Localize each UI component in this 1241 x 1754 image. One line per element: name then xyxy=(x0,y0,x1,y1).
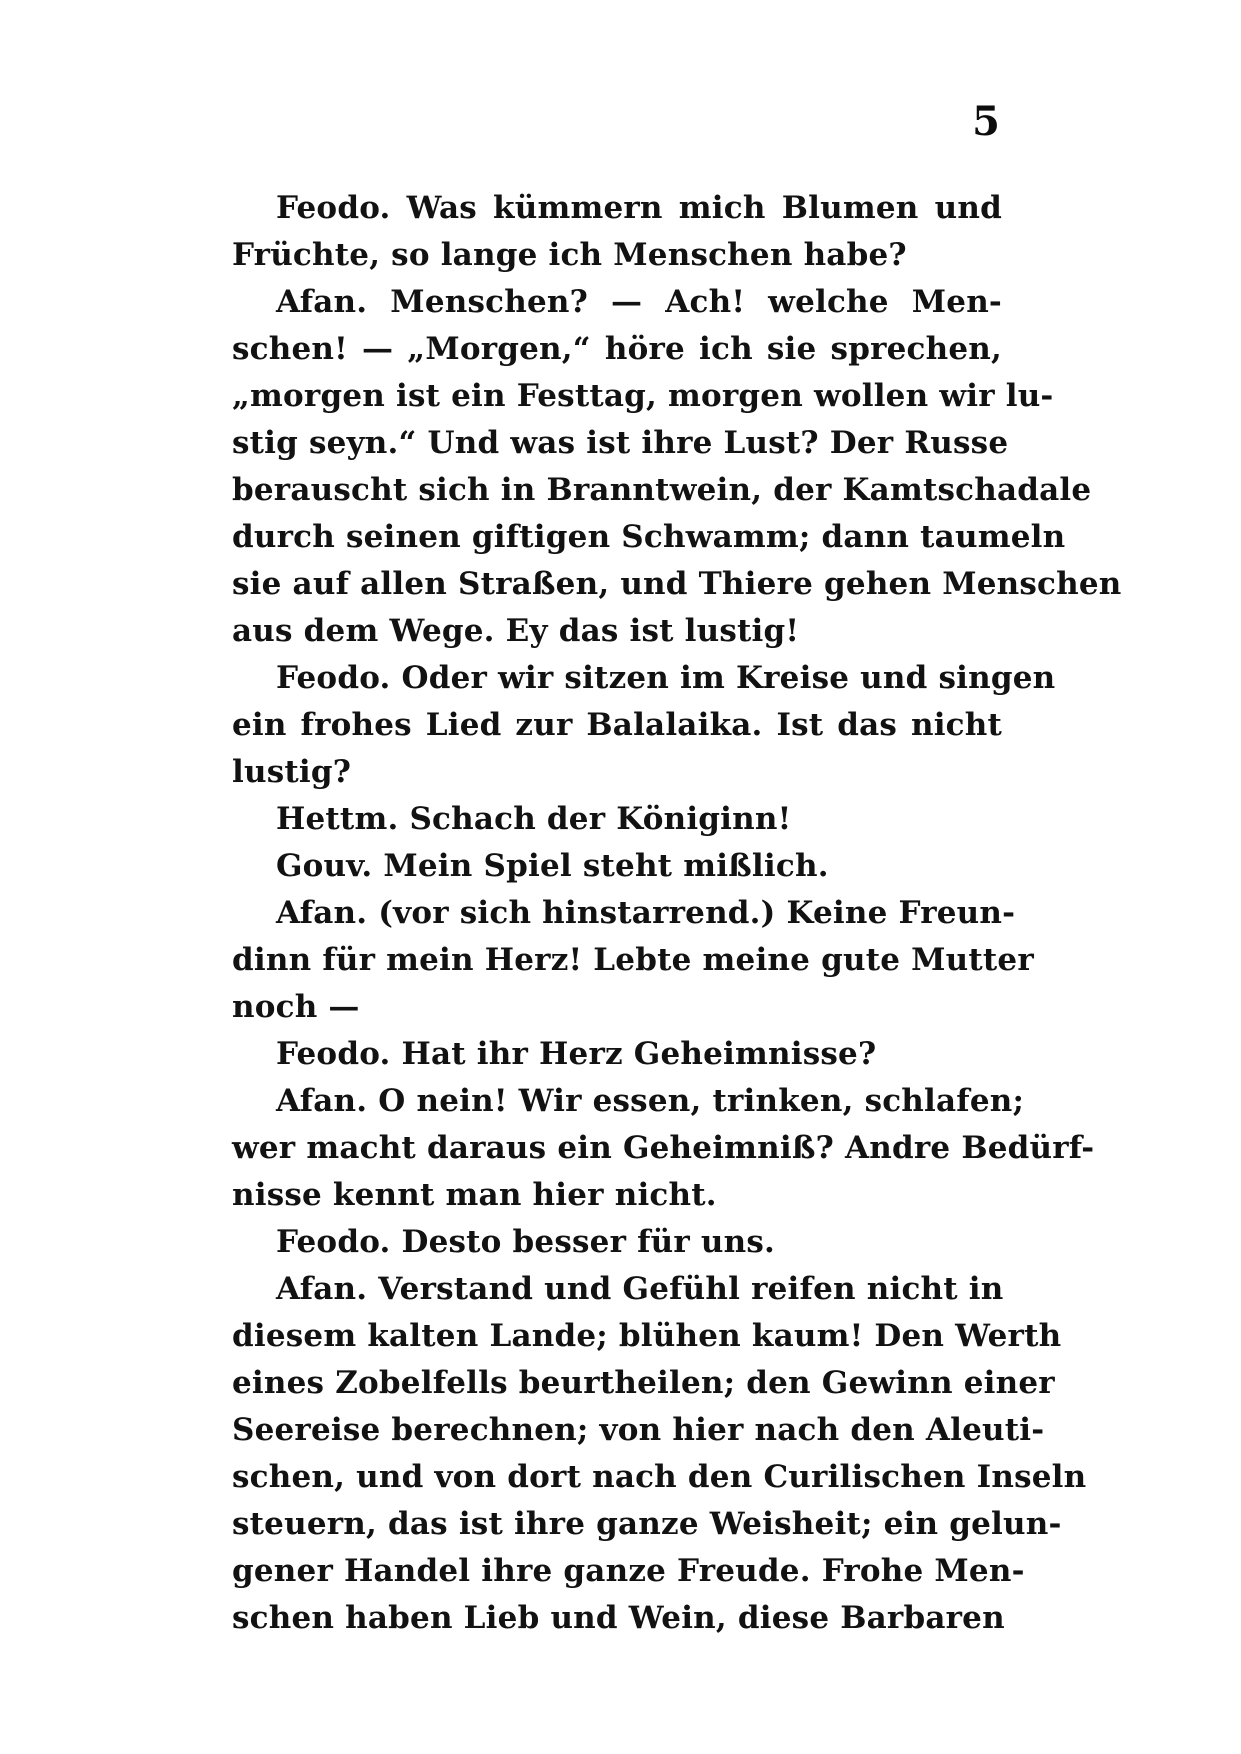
text-line: Gouv. Mein Spiel steht mißlich. xyxy=(276,848,829,884)
text-line: schen, und von dort nach den Curilischen Inseln xyxy=(232,1459,1087,1495)
text-line: dinn für mein Herz! Lebte meine gute Mutter xyxy=(232,942,1034,978)
text-line: aus dem Wege. Ey das ist lustig! xyxy=(232,613,800,649)
text-line: ein frohes Lied zur Balalaika. Ist das nicht xyxy=(232,707,1002,743)
text-line: Feodo. Oder wir sitzen im Kreise und singen xyxy=(276,660,1056,696)
text-line: stig seyn.“ Und was ist ihre Lust? Der Russe xyxy=(232,425,1009,461)
text-line: „morgen ist ein Festtag, morgen wollen wir lu- xyxy=(232,378,1054,414)
text-line: nisse kennt man hier nicht. xyxy=(232,1177,717,1213)
text-line: lustig? xyxy=(232,754,352,790)
text-line: Afan. (vor sich hinstarrend.) Keine Freun- xyxy=(276,895,1016,931)
text-line: Feodo. Hat ihr Herz Geheimnisse? xyxy=(276,1036,877,1072)
text-line: Feodo. Desto besser für uns. xyxy=(276,1224,776,1260)
text-line: eines Zobelfells beurtheilen; den Gewinn einer xyxy=(232,1365,1055,1401)
text-line: Afan. O nein! Wir essen, trinken, schlafen; xyxy=(276,1083,1025,1119)
text-line: schen! — „Morgen,“ höre ich sie sprechen, xyxy=(232,331,1002,367)
text-line: Feodo. Was kümmern mich Blumen und xyxy=(276,190,1002,226)
text-line: Afan. Menschen? — Ach! welche Men- xyxy=(276,284,1002,320)
text-line: steuern, das ist ihre ganze Weisheit; ein gelun- xyxy=(232,1506,1062,1542)
text-line: diesem kalten Lande; blühen kaum! Den Werth xyxy=(232,1318,1062,1354)
text-line: durch seinen giftigen Schwamm; dann taumeln xyxy=(232,519,1066,555)
text-line: gener Handel ihre ganze Freude. Frohe Men- xyxy=(232,1553,1025,1589)
text-line: schen haben Lieb und Wein, diese Barbaren xyxy=(232,1600,1005,1636)
dialogue-text-block xyxy=(232,185,1122,1642)
text-line: Hettm. Schach der Königinn! xyxy=(276,801,792,837)
text-line: Seereise berechnen; von hier nach den Aleuti- xyxy=(232,1412,1045,1448)
text-line: Afan. Verstand und Gefühl reifen nicht in xyxy=(276,1271,1004,1307)
text-line: berauscht sich in Branntwein, der Kamtschadale xyxy=(232,472,1092,508)
text-line: sie auf allen Straßen, und Thiere gehen Menschen xyxy=(232,566,1122,602)
page-number: 5 xyxy=(972,98,1000,145)
text-line: wer macht daraus ein Geheimniß? Andre Bedürf- xyxy=(232,1130,1095,1166)
text-line: Früchte, so lange ich Menschen habe? xyxy=(232,237,907,273)
text-line: noch — xyxy=(232,989,360,1025)
